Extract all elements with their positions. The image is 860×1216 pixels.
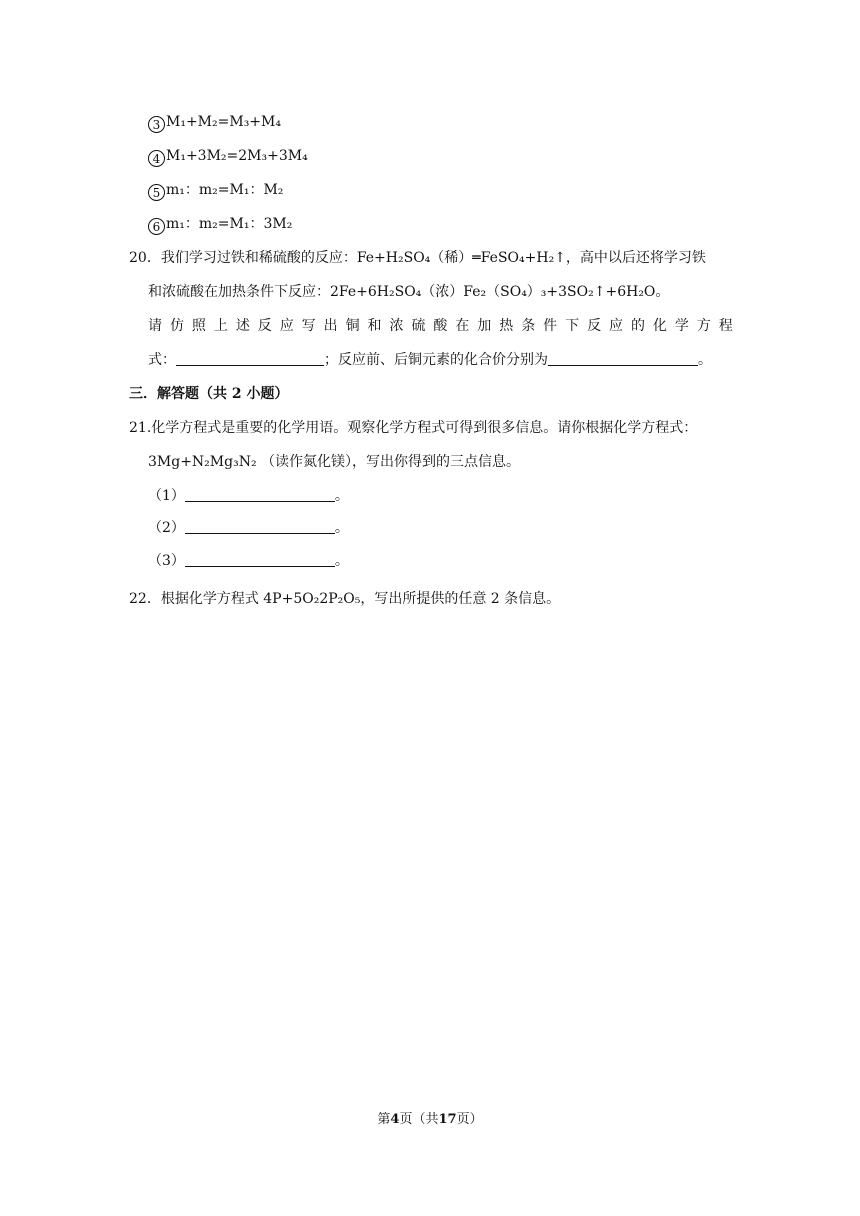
- item-label: （1）: [148, 488, 185, 504]
- question-text: 我们学习过铁和稀硫酸的反应：Fe+H₂SO₄（稀）═FeSO₄+H₂↑，高中以后还将学习铁: [160, 250, 706, 266]
- justified-char: 程: [718, 318, 733, 334]
- option-text: M₁+M₂=M₃+M₄: [166, 114, 281, 130]
- justified-char: 化: [652, 318, 667, 334]
- question-21-item-1: [148, 486, 349, 506]
- justified-char: 述: [235, 318, 250, 334]
- justified-char: 学: [674, 318, 689, 334]
- option-text: M₁+3M₂=2M₃+3M₄: [166, 148, 308, 164]
- item-end: 。: [334, 553, 349, 569]
- question-text: 和浓硫酸在加热条件下反应：2Fe+6H₂SO₄（浓）Fe₂（SO₄）₃+3SO₂↑+6H₂O。: [148, 284, 670, 300]
- option-text: m₁：m₂=M₁：M₂: [166, 182, 284, 198]
- option-text: m₁：m₂=M₁：3M₂: [166, 216, 293, 232]
- question-number: 20．: [129, 250, 161, 266]
- option-5: [148, 180, 283, 201]
- option-6: [148, 214, 292, 235]
- question-text: 根据化学方程式 4P+5O₂2P₂O₅，写出所提供的任意 2 条信息。: [160, 591, 561, 607]
- question-number: 22．: [129, 591, 161, 607]
- footer-suffix: 页）: [456, 1112, 483, 1127]
- justified-char: 加: [477, 318, 492, 334]
- section-heading: 三．解答题（共 2 小题）: [129, 386, 289, 402]
- option-number: 6: [148, 218, 165, 235]
- item-end: 。: [334, 520, 349, 536]
- justified-char: 方: [696, 318, 711, 334]
- question-21-line-2: [148, 452, 520, 472]
- justified-char: 件: [543, 318, 558, 334]
- question-number: 21.: [129, 420, 152, 436]
- question-22: [129, 589, 560, 609]
- option-number: 5: [148, 184, 165, 201]
- justified-char: 在: [455, 318, 470, 334]
- question-21-item-2: [148, 518, 349, 538]
- item-label: （2）: [148, 520, 185, 536]
- item-end: 。: [334, 488, 349, 504]
- option-3: [148, 112, 281, 133]
- question-text: ；反应前、后铜元素的化合价分别为: [324, 352, 548, 368]
- question-20-line-4: [148, 350, 712, 370]
- justified-char: 请: [148, 318, 162, 334]
- justified-char: 酸: [433, 318, 448, 334]
- item-label: （3）: [148, 553, 185, 569]
- justified-char: 硫: [411, 318, 426, 334]
- justified-char: 铜: [345, 318, 360, 334]
- answer-blank[interactable]: [185, 552, 335, 567]
- justified-char: 浓: [389, 318, 404, 334]
- justified-char: 照: [191, 318, 206, 334]
- question-text: 化学方程式是重要的化学用语。观察化学方程式可得到很多信息。请你根据化学方程式：: [151, 420, 698, 436]
- answer-blank-2[interactable]: [548, 351, 698, 366]
- question-21-item-3: [148, 551, 349, 571]
- justified-char: 反: [257, 318, 272, 334]
- justified-char: 上: [213, 318, 228, 334]
- question-20-line-1: [129, 248, 706, 268]
- justified-char: 应: [279, 318, 294, 334]
- page-footer: [0, 1111, 860, 1129]
- answer-blank[interactable]: [185, 519, 335, 534]
- justified-char: 的: [630, 318, 645, 334]
- justified-char: 仿: [169, 318, 184, 334]
- justified-char: 反: [587, 318, 602, 334]
- answer-blank-1[interactable]: [176, 351, 324, 366]
- justified-char: 条: [521, 318, 536, 334]
- justified-char: 和: [367, 318, 382, 334]
- footer-prefix: 第: [377, 1112, 391, 1127]
- justified-char: 下: [565, 318, 580, 334]
- question-20-line-2: [148, 282, 669, 302]
- option-number: 4: [148, 150, 165, 167]
- question-text: 。: [698, 352, 712, 368]
- answer-blank[interactable]: [185, 487, 335, 502]
- justified-char: 出: [323, 318, 338, 334]
- question-text: 式：: [148, 352, 176, 368]
- footer-mid: 页（共: [399, 1112, 439, 1127]
- option-4: [148, 146, 308, 167]
- justified-char: 写: [301, 318, 316, 334]
- question-21-line-1: [129, 418, 697, 438]
- option-number: 3: [148, 116, 165, 133]
- question-text: 3Mg+N₂Mg₃N₂ （读作氮化镁），写出你得到的三点信息。: [148, 454, 521, 470]
- question-20-line-3: [148, 316, 733, 336]
- page-number: 4: [390, 1112, 400, 1127]
- justified-char: 热: [499, 318, 514, 334]
- total-pages: 17: [438, 1112, 457, 1127]
- justified-char: 应: [609, 318, 624, 334]
